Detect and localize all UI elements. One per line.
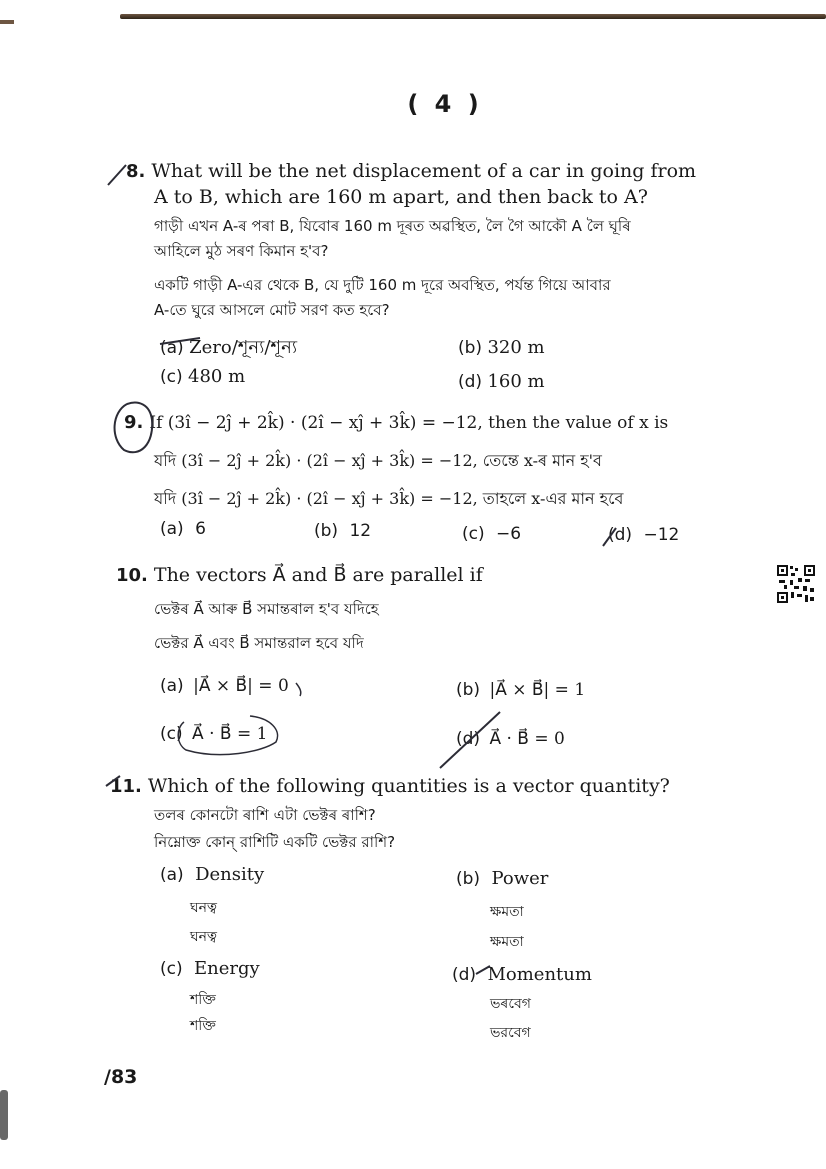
option-label: (b) bbox=[458, 338, 483, 358]
option-text: Power bbox=[491, 868, 549, 889]
footer-code: /83 bbox=[104, 1066, 138, 1088]
question-text: The vectors A⃗ and B⃗ are parallel if bbox=[153, 564, 483, 586]
question-10-en bbox=[116, 564, 483, 586]
question-10-bn: ভেক্টর A⃗ এবং B⃗ সমান্তরাল হবে যদি bbox=[154, 634, 364, 652]
option-d-as: ভৰবেগ bbox=[490, 996, 531, 1012]
question-9-en bbox=[124, 412, 668, 433]
question-10-as: ভেক্টৰ A⃗ আৰু B⃗ সমান্তৰাল হ'ব যদিহে bbox=[154, 600, 379, 618]
option-label: (a) bbox=[160, 519, 184, 539]
question-number: 8. bbox=[126, 161, 146, 182]
option-a[interactable] bbox=[160, 676, 289, 696]
option-a[interactable] bbox=[160, 864, 264, 885]
option-label: (a) bbox=[160, 676, 184, 696]
option-c[interactable] bbox=[160, 958, 260, 979]
option-label: (b) bbox=[456, 680, 481, 700]
option-label: (d) bbox=[608, 525, 633, 545]
option-d[interactable] bbox=[458, 371, 545, 392]
option-text: 480 m bbox=[188, 366, 246, 387]
option-c-bn: শক্তি bbox=[190, 1018, 216, 1034]
pen-tick-q8 bbox=[108, 165, 126, 185]
option-text: Zero/শূন্য/শূন্য bbox=[189, 337, 298, 358]
option-text: −12 bbox=[643, 525, 680, 545]
qr-code-icon bbox=[776, 564, 816, 604]
question-9-bn: যদি (3î − 2ĵ + 2k̂) · (2î − xĵ + 3k̂) = −12, তাহলে x-এর মান হবে bbox=[154, 489, 624, 508]
option-text: 12 bbox=[349, 521, 372, 541]
option-text: A⃗ · B⃗ = 1 bbox=[192, 724, 268, 744]
question-11-en bbox=[110, 775, 670, 797]
option-c[interactable] bbox=[160, 366, 245, 387]
option-text: Density bbox=[195, 864, 265, 885]
option-label: (d) bbox=[456, 729, 481, 749]
option-b[interactable] bbox=[314, 521, 371, 541]
option-label: (b) bbox=[314, 521, 339, 541]
question-11-as: তলৰ কোনটো ৰাশি এটা ভেক্টৰ ৰাশি? bbox=[154, 806, 376, 824]
option-label: (c) bbox=[160, 959, 183, 979]
question-number: 10. bbox=[116, 565, 148, 586]
option-text: Energy bbox=[194, 958, 260, 979]
option-a[interactable] bbox=[160, 519, 206, 539]
option-label: (a) bbox=[160, 865, 184, 885]
page-edge-shadow bbox=[0, 1090, 8, 1140]
option-text: 320 m bbox=[487, 337, 545, 358]
option-text: 160 m bbox=[487, 371, 545, 392]
option-d[interactable] bbox=[608, 525, 679, 545]
question-8-as-line-2: আহিলে মুঠ সৰণ কিমান হ'ব? bbox=[154, 242, 329, 260]
page-number: ( 4 ) bbox=[407, 90, 483, 118]
option-c[interactable] bbox=[160, 724, 267, 744]
option-b[interactable] bbox=[458, 337, 545, 358]
option-d[interactable] bbox=[452, 964, 592, 985]
option-text: |A⃗ × B⃗| = 1 bbox=[489, 680, 586, 700]
question-number: 11. bbox=[110, 776, 142, 797]
question-8-en-line-1 bbox=[126, 160, 696, 182]
option-b-bn: ক্ষমতা bbox=[490, 934, 524, 950]
top-rule-left bbox=[0, 20, 14, 24]
option-b[interactable] bbox=[456, 868, 548, 889]
question-11-bn: নিম্নোক্ত কোন্ রাশিটি একটি ভেক্টর রাশি? bbox=[154, 833, 396, 851]
question-8-as-line-1: গাড়ী এখন A-ৰ পৰা B, যিবোৰ 160 m দূৰত অৱস্থিত, লৈ গৈ আকৌ A লৈ ঘূৰি bbox=[154, 217, 631, 235]
question-8-en-line-2: A to B, which are 160 m apart, and then back to A? bbox=[154, 186, 648, 208]
option-label: (c) bbox=[462, 524, 485, 544]
option-d[interactable] bbox=[456, 729, 565, 749]
top-rule bbox=[120, 14, 826, 19]
option-a-as: ঘনত্ব bbox=[190, 900, 217, 916]
option-d-bn: ভরবেগ bbox=[490, 1025, 531, 1041]
question-8-bn-line-1: একটি গাড়ী A-এর থেকে B, যে দুটি 160 m দূরে অবস্থিত, পর্যন্ত গিয়ে আবার bbox=[154, 276, 611, 294]
question-number: 9. bbox=[124, 412, 144, 433]
option-text: 6 bbox=[195, 519, 206, 539]
pen-mark-q10a bbox=[296, 683, 301, 696]
question-text: What will be the net displacement of a car in going from bbox=[151, 160, 697, 182]
option-a-bn: ঘনত্ব bbox=[190, 929, 217, 945]
option-text: |A⃗ × B⃗| = 0 bbox=[193, 676, 289, 696]
option-label: (a) bbox=[160, 338, 184, 358]
option-label: (c) bbox=[160, 724, 183, 744]
question-text: If (3î − 2ĵ + 2k̂) · (2î − xĵ + 3k̂) = −12, then the value of x is bbox=[149, 413, 669, 433]
option-c[interactable] bbox=[462, 524, 521, 544]
option-a[interactable] bbox=[160, 333, 297, 364]
question-text: Which of the following quantities is a vector quantity? bbox=[147, 775, 670, 797]
option-b[interactable] bbox=[456, 680, 585, 700]
option-c-as: শক্তি bbox=[190, 992, 216, 1008]
option-b-as: ক্ষমতা bbox=[490, 904, 524, 920]
option-label: (c) bbox=[160, 367, 183, 387]
option-text: A⃗ · B⃗ = 0 bbox=[489, 729, 565, 749]
question-8-bn-line-2: A-তে ঘুরে আসলে মোট সরণ কত হবে? bbox=[154, 301, 390, 319]
option-label: (d) bbox=[458, 372, 483, 392]
question-9-as: যদি (3î − 2ĵ + 2k̂) · (2î − xĵ + 3k̂) = −12, তেন্তে x-ৰ মান হ'ব bbox=[154, 451, 602, 470]
option-label: (b) bbox=[456, 869, 481, 889]
option-label: (d) bbox=[452, 965, 477, 985]
option-text: Momentum bbox=[487, 964, 592, 985]
option-text: −6 bbox=[496, 524, 522, 544]
